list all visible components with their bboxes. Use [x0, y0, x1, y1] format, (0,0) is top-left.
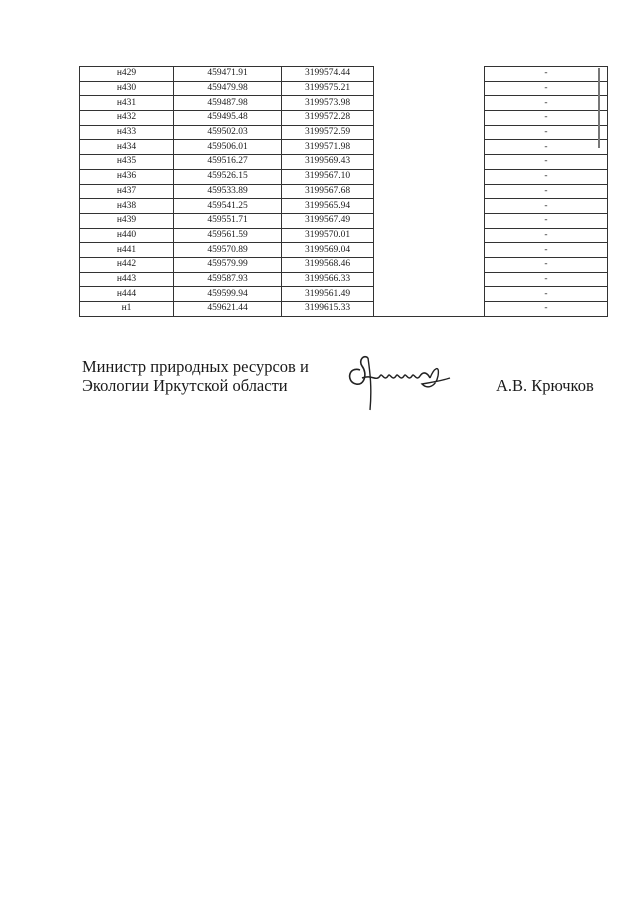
mark-cell: - [485, 272, 608, 287]
x-coordinate-cell: 459479.98 [174, 81, 282, 96]
x-coordinate-cell: 459533.89 [174, 184, 282, 199]
table-row [80, 125, 608, 140]
empty-cell [374, 272, 485, 287]
table-row [80, 228, 608, 243]
point-id-cell: н434 [80, 140, 174, 155]
x-coordinate-cell: 459621.44 [174, 302, 282, 317]
mark-cell: - [485, 213, 608, 228]
point-id-cell: н444 [80, 287, 174, 302]
y-coordinate-cell: 3199573.98 [282, 96, 374, 111]
table-row [80, 96, 608, 111]
x-coordinate-cell: 459579.99 [174, 257, 282, 272]
y-coordinate-cell: 3199572.28 [282, 111, 374, 126]
mark-cell: - [485, 155, 608, 170]
mark-cell: - [485, 199, 608, 214]
table-row [80, 199, 608, 214]
empty-cell [374, 228, 485, 243]
y-coordinate-cell: 3199568.46 [282, 257, 374, 272]
point-id-cell: н1 [80, 302, 174, 317]
mark-cell: - [485, 81, 608, 96]
signature-block [82, 357, 309, 395]
y-coordinate-cell: 3199615.33 [282, 302, 374, 317]
y-coordinate-cell: 3199567.10 [282, 169, 374, 184]
mark-cell: - [485, 243, 608, 258]
x-coordinate-cell: 459570.89 [174, 243, 282, 258]
mark-cell: - [485, 257, 608, 272]
empty-cell [374, 96, 485, 111]
point-id-cell: н430 [80, 81, 174, 96]
empty-cell [374, 213, 485, 228]
table-row [80, 243, 608, 258]
coordinates-table [79, 66, 608, 317]
x-coordinate-cell: 459599.94 [174, 287, 282, 302]
empty-cell [374, 155, 485, 170]
table-row [80, 81, 608, 96]
scan-edge-line [598, 68, 600, 148]
x-coordinate-cell: 459561.59 [174, 228, 282, 243]
table-row [80, 302, 608, 317]
table-row [80, 67, 608, 82]
empty-cell [374, 243, 485, 258]
empty-cell [374, 169, 485, 184]
y-coordinate-cell: 3199567.68 [282, 184, 374, 199]
x-coordinate-cell: 459541.25 [174, 199, 282, 214]
x-coordinate-cell: 459502.03 [174, 125, 282, 140]
mark-cell: - [485, 111, 608, 126]
mark-cell: - [485, 140, 608, 155]
x-coordinate-cell: 459587.93 [174, 272, 282, 287]
empty-cell [374, 111, 485, 126]
point-id-cell: н432 [80, 111, 174, 126]
point-id-cell: н439 [80, 213, 174, 228]
table-row [80, 287, 608, 302]
point-id-cell: н440 [80, 228, 174, 243]
table-row [80, 140, 608, 155]
table-row [80, 213, 608, 228]
mark-cell: - [485, 287, 608, 302]
point-id-cell: н443 [80, 272, 174, 287]
table-row [80, 184, 608, 199]
empty-cell [374, 257, 485, 272]
point-id-cell: н431 [80, 96, 174, 111]
position-title-line-1: Министр природных ресурсов и [82, 357, 309, 376]
y-coordinate-cell: 3199575.21 [282, 81, 374, 96]
y-coordinate-cell: 3199561.49 [282, 287, 374, 302]
point-id-cell: н438 [80, 199, 174, 214]
point-id-cell: н436 [80, 169, 174, 184]
x-coordinate-cell: 459495.48 [174, 111, 282, 126]
x-coordinate-cell: 459506.01 [174, 140, 282, 155]
mark-cell: - [485, 96, 608, 111]
y-coordinate-cell: 3199569.04 [282, 243, 374, 258]
point-id-cell: н435 [80, 155, 174, 170]
signer-name: А.В. Крючков [496, 376, 594, 395]
coordinates-table-body [80, 67, 608, 317]
x-coordinate-cell: 459526.15 [174, 169, 282, 184]
empty-cell [374, 302, 485, 317]
y-coordinate-cell: 3199572.59 [282, 125, 374, 140]
point-id-cell: н437 [80, 184, 174, 199]
empty-cell [374, 287, 485, 302]
empty-cell [374, 67, 485, 82]
empty-cell [374, 81, 485, 96]
mark-cell: - [485, 228, 608, 243]
y-coordinate-cell: 3199567.49 [282, 213, 374, 228]
y-coordinate-cell: 3199569.43 [282, 155, 374, 170]
table-row [80, 257, 608, 272]
table-row [80, 111, 608, 126]
x-coordinate-cell: 459471.91 [174, 67, 282, 82]
mark-cell: - [485, 125, 608, 140]
x-coordinate-cell: 459516.27 [174, 155, 282, 170]
y-coordinate-cell: 3199565.94 [282, 199, 374, 214]
empty-cell [374, 184, 485, 199]
empty-cell [374, 199, 485, 214]
point-id-cell: н429 [80, 67, 174, 82]
table-row [80, 155, 608, 170]
y-coordinate-cell: 3199566.33 [282, 272, 374, 287]
x-coordinate-cell: 459487.98 [174, 96, 282, 111]
mark-cell: - [485, 302, 608, 317]
point-id-cell: н441 [80, 243, 174, 258]
y-coordinate-cell: 3199570.01 [282, 228, 374, 243]
table-row [80, 169, 608, 184]
handwritten-signature [342, 348, 454, 418]
y-coordinate-cell: 3199574.44 [282, 67, 374, 82]
mark-cell: - [485, 67, 608, 82]
x-coordinate-cell: 459551.71 [174, 213, 282, 228]
point-id-cell: н442 [80, 257, 174, 272]
position-title-line-2: Экологии Иркутской области [82, 376, 288, 395]
empty-cell [374, 125, 485, 140]
table-row [80, 272, 608, 287]
point-id-cell: н433 [80, 125, 174, 140]
mark-cell: - [485, 184, 608, 199]
y-coordinate-cell: 3199571.98 [282, 140, 374, 155]
mark-cell: - [485, 169, 608, 184]
empty-cell [374, 140, 485, 155]
